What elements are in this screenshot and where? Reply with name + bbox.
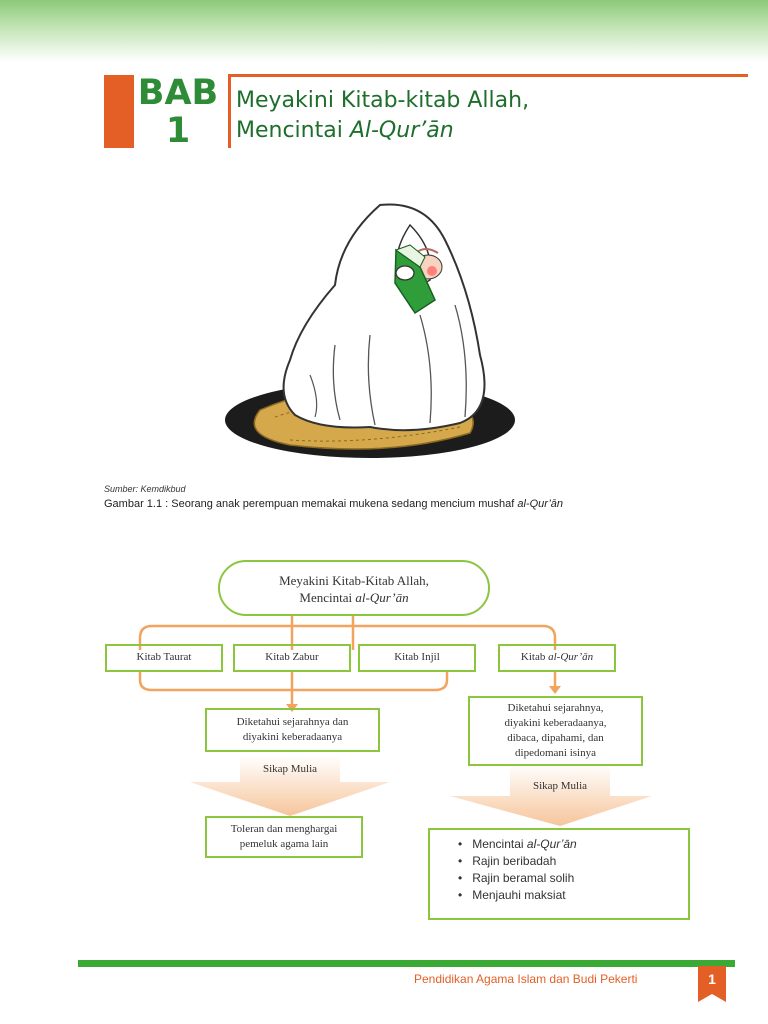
chapter-marker-bar	[104, 75, 134, 148]
title-line2-prefix: Mencintai	[236, 118, 350, 143]
right-result-node	[428, 828, 690, 920]
right-result-first-italic: al-Qur’ān	[526, 837, 577, 851]
right-fact-line: dibaca, dipahami, dan	[507, 732, 604, 744]
root-line1: Meyakini Kitab-Kitab Allah,	[279, 573, 429, 588]
right-fact-line: dipedomani isinya	[515, 747, 596, 759]
root-line2-italic: al-Qur’ān	[355, 590, 409, 605]
right-result-item: • Mencintai al-Qur’ān	[458, 837, 577, 851]
header-band	[0, 0, 768, 62]
footer-rule	[78, 960, 735, 967]
right-fact-line: diyakini keberadaanya,	[504, 717, 607, 729]
right-attitude-label: Sikap Mulia	[532, 780, 588, 792]
quran-prefix: Kitab	[520, 651, 549, 663]
left-fact-node	[205, 708, 380, 752]
book-node-taurat: Kitab Taurat	[105, 644, 223, 672]
left-attitude-label: Sikap Mulia	[262, 763, 318, 775]
caption-italic: al-Qur’ān	[517, 498, 563, 510]
figure-caption	[104, 498, 563, 510]
chapter-title	[236, 86, 529, 146]
footer-book-title: Pendidikan Agama Islam dan Budi Pekerti	[414, 972, 638, 986]
left-fact-line1: Diketahui sejarahnya dan	[236, 716, 349, 728]
caption-prefix: Gambar 1.1 : Seorang anak perempuan memakai mukena sedang mencium mushaf	[104, 498, 518, 510]
root-line2-prefix: Mencintai	[299, 590, 356, 605]
chapter-label-text: BAB	[137, 73, 219, 113]
left-result-line2: pemeluk agama lain	[239, 838, 329, 850]
diagram-root-node	[218, 560, 490, 616]
chapter-title-line1: Meyakini Kitab-kitab Allah,	[236, 88, 530, 113]
chapter-number: 1	[165, 111, 191, 151]
right-result-item: • Menjauhi maksiat	[458, 888, 566, 902]
chapter-title-line2	[236, 116, 529, 146]
right-fact-node	[468, 696, 643, 766]
concept-diagram	[100, 558, 700, 928]
chapter-label	[136, 74, 220, 150]
right-result-item: • Rajin beribadah	[458, 854, 557, 868]
left-result-line1: Toleran dan menghargai	[230, 823, 338, 835]
book-node-quran	[498, 644, 616, 672]
title-divider-vertical	[228, 75, 231, 148]
book-node-injil: Kitab Injil	[358, 644, 476, 672]
right-result-text: Rajin beribadah	[472, 854, 557, 868]
quran-italic: al-Qur’ān	[548, 651, 594, 663]
left-fact-line2: diyakini keberadaanya	[242, 731, 343, 743]
page-number-badge	[698, 966, 726, 1002]
right-result-first-prefix: Mencintai	[472, 837, 527, 851]
book-node-zabur: Kitab Zabur	[233, 644, 351, 672]
root-line2	[220, 589, 488, 606]
figure-source: Sumber: Kemdikbud	[104, 484, 186, 494]
page-number: 1	[708, 971, 716, 987]
girl-praying-illustration	[220, 195, 520, 465]
right-result-item: • Rajin beramal solih	[458, 871, 575, 885]
title-divider-horizontal	[228, 74, 748, 77]
right-result-text: Menjauhi maksiat	[472, 888, 566, 902]
title-line2-italic: Al-Qur’ān	[349, 118, 454, 143]
left-result-node	[205, 816, 363, 858]
right-result-text: Rajin beramal solih	[472, 871, 575, 885]
right-fact-line: Diketahui sejarahnya,	[507, 702, 604, 714]
